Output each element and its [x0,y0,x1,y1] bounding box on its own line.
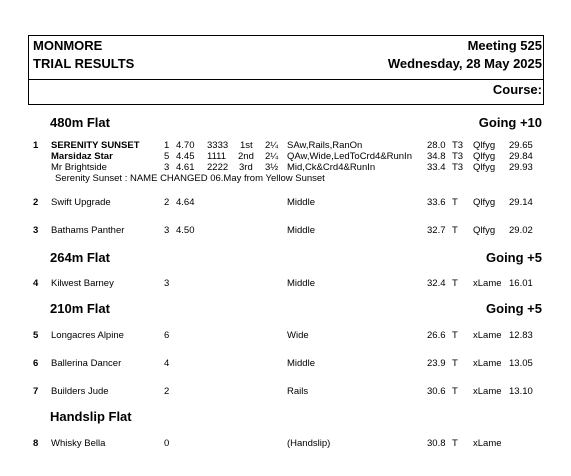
runner-position: 1st [240,140,253,151]
section-title-264m: 264m Flat [50,250,110,265]
runner-weight: 23.9 [427,358,446,369]
runner-weight: 34.8 [427,151,446,162]
runner-trap: 3 [164,162,170,173]
runner-comment: Mid,Ck&Crd4&RunIn [287,162,376,173]
runner-sectionals: 3333 [207,140,229,151]
trial-number: 4 [33,278,39,289]
runner-sex: T [452,197,458,208]
runner-sex: T3 [452,162,464,173]
runner-run-time: 13.10 [509,386,533,397]
runner-name: Whisky Bella [51,438,106,449]
runner-name: Marsidaz Star [51,151,113,162]
runner-split-time: 4.64 [176,197,195,208]
runner-distance: 2¼ [265,151,279,162]
runner-weight: 33.4 [427,162,446,173]
header-divider [29,79,543,80]
runner-sex: T [452,225,458,236]
runner-sex: T [452,278,458,289]
runner-weight: 30.6 [427,386,446,397]
runner-trap: 4 [164,358,170,369]
runner-sex: T3 [452,140,464,151]
runner-run-time: 13.05 [509,358,533,369]
runner-run-time: 29.02 [509,225,533,236]
runner-weight: 33.6 [427,197,446,208]
runner-weight: 30.8 [427,438,446,449]
runner-trap: 2 [164,386,170,397]
trial-number: 6 [33,358,39,369]
runner-grade: Qlfyg [473,151,496,162]
runner-comment: Rails [287,386,309,397]
runner-comment: Middle [287,225,315,236]
runner-run-time: 29.93 [509,162,533,173]
runner-comment: Middle [287,197,315,208]
runner-sex: T [452,386,458,397]
runner-trap: 0 [164,438,170,449]
runner-run-time: 16.01 [509,278,533,289]
section-title-480m: 480m Flat [50,115,110,130]
runner-comment: QAw,Wide,LedToCrd4&RunIn [287,151,412,162]
runner-grade: xLame [473,330,502,341]
runner-weight: 26.6 [427,330,446,341]
runner-comment: SAw,Rails,RanOn [287,140,363,151]
runner-split-time: 4.61 [176,162,195,173]
trial-number: 7 [33,386,39,397]
runner-name: Swift Upgrade [51,197,111,208]
runner-position: 3rd [239,162,253,173]
runner-weight: 28.0 [427,140,446,151]
trial-number: 1 [33,140,39,151]
runner-trap: 2 [164,197,170,208]
trial-number: 8 [33,438,39,449]
runner-comment: Wide [287,330,309,341]
runner-grade: Qlfyg [473,225,496,236]
section-title-210m: 210m Flat [50,301,110,316]
runner-trap: 3 [164,225,170,236]
runner-name: Kilwest Barney [51,278,114,289]
meeting-date: Wednesday, 28 May 2025 [387,56,542,71]
runner-comment: Middle [287,278,315,289]
runner-name: Ballerina Dancer [51,358,122,369]
runner-run-time: 29.14 [509,197,533,208]
runner-grade: xLame [473,386,502,397]
runner-grade: Qlfyg [473,162,496,173]
trial-number: 5 [33,330,39,341]
runner-run-time: 12.83 [509,330,533,341]
runner-weight: 32.4 [427,278,446,289]
runner-name: Bathams Panther [51,225,125,236]
runner-position: 2nd [238,151,254,162]
venue-name: MONMORE [33,38,103,53]
runner-split-time: 4.70 [176,140,195,151]
runner-sex: T [452,358,458,369]
runner-sectionals: 2222 [207,162,229,173]
runner-weight: 32.7 [427,225,446,236]
runner-distance: 3½ [265,162,279,173]
runner-sectionals: 1111 [207,151,227,162]
runner-grade: xLame [473,278,502,289]
runner-sex: T [452,438,458,449]
section-going-264m: Going +5 [486,250,542,265]
runner-comment: Middle [287,358,315,369]
runner-run-time: 29.65 [509,140,533,151]
runner-name: SERENITY SUNSET [51,140,140,151]
trial-number: 3 [33,225,39,236]
runner-trap: 6 [164,330,170,341]
section-title-handslip: Handslip Flat [50,409,132,424]
meeting-number: Meeting 525 [467,38,542,53]
section-going-480m: Going +10 [478,115,542,130]
runner-trap: 5 [164,151,170,162]
runner-grade: Qlfyg [473,140,496,151]
runner-sex: T3 [452,151,464,162]
trial-number: 2 [33,197,39,208]
runner-grade: xLame [473,358,502,369]
section-going-210m: Going +5 [486,301,542,316]
runner-name: Builders Jude [51,386,109,397]
runner-name: Longacres Alpine [51,330,124,341]
runner-grade: xLame [473,438,502,449]
runner-trap: 1 [164,140,170,151]
runner-sex: T [452,330,458,341]
runner-name: Mr Brightside [51,162,107,173]
runner-split-time: 4.50 [176,225,195,236]
runner-run-time: 29.84 [509,151,533,162]
page-title: TRIAL RESULTS [33,56,135,71]
runner-trap: 3 [164,278,170,289]
trial-note: Serenity Sunset : NAME CHANGED 06.May from Yellow Sunset [55,173,325,184]
runner-grade: Qlfyg [473,197,496,208]
course-label: Course: [492,82,542,97]
runner-distance: 2¼ [265,140,279,151]
runner-comment: (Handslip) [287,438,331,449]
runner-split-time: 4.45 [176,151,195,162]
